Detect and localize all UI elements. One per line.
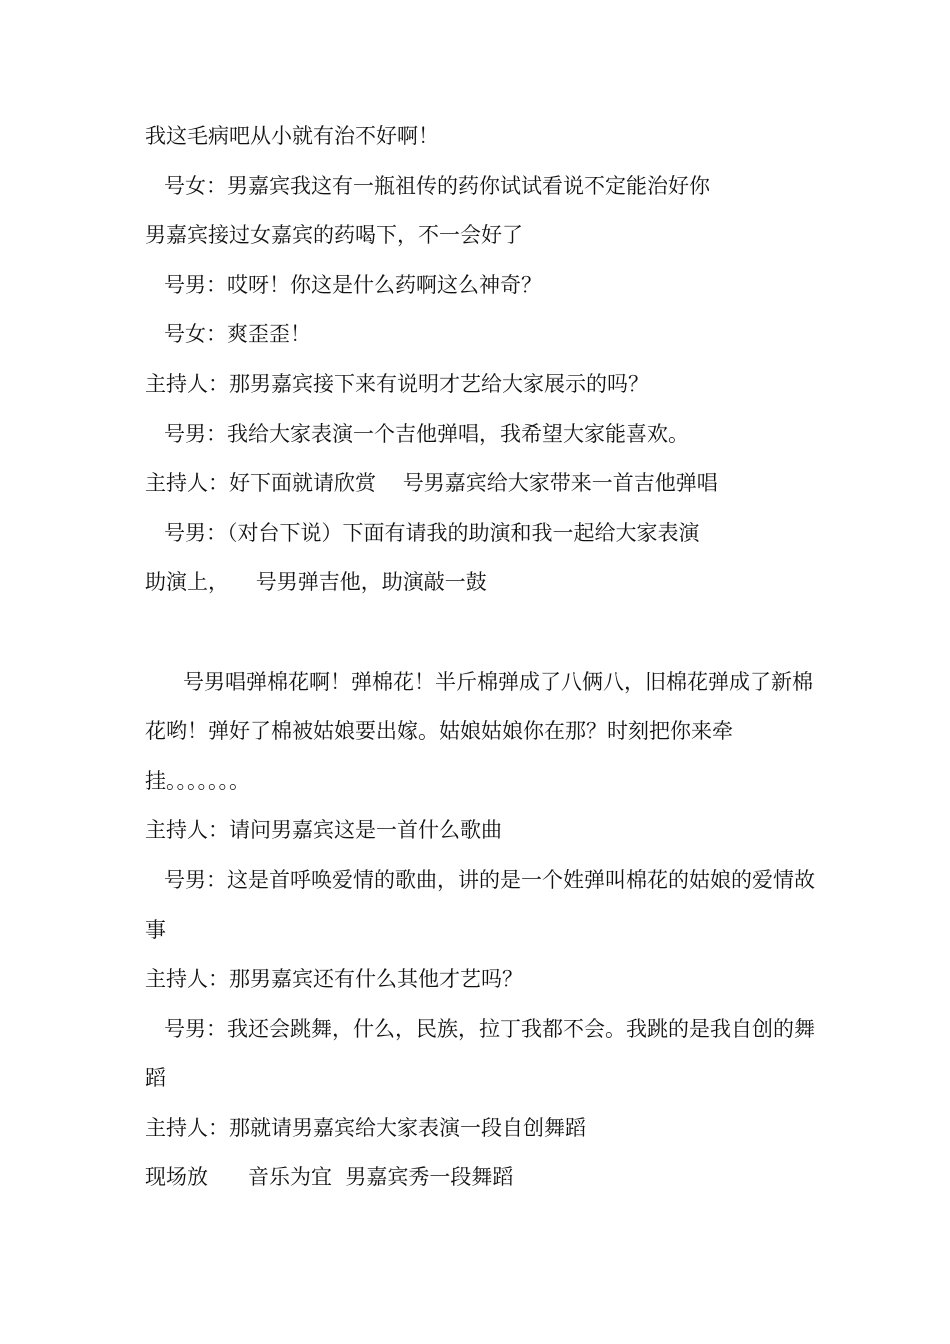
text-line-9: 号男：（对台下说）下面有请我的助演和我一起给大家表演 <box>164 520 700 545</box>
song-lyrics-paragraph <box>145 658 815 807</box>
text-line-14: 主持人：那男嘉宾还有什么其他才艺吗？ <box>145 967 523 992</box>
text-line-3: 男嘉宾接过女嘉宾的药喝下，不一会好了 <box>145 223 523 248</box>
text-line-7: 号男：我给大家表演一个吉他弹唱，我希望大家能喜欢。 <box>164 421 689 446</box>
text-line-16: 主持人：那就请男嘉宾给大家表演一段自创舞蹈 <box>145 1115 586 1140</box>
text-line-1: 我这毛病吧从小就有治不好啊！ <box>145 124 439 148</box>
text-line-12: 主持人：请问男嘉宾这是一首什么歌曲 <box>145 818 502 843</box>
text-line-10: 助演上， 号男弹吉他，助演敲一鼓 <box>145 570 487 595</box>
blank-line <box>145 608 815 658</box>
text-line-5: 号女：爽歪歪！ <box>164 322 311 347</box>
text-paragraph-15 <box>145 1005 815 1104</box>
text-line-4: 号男：哎呀！你这是什么药啊这么神奇？ <box>164 272 542 297</box>
text-line-13: 号男：这是首呼唤爱情的歌曲，讲的是一个姓弹叫棉花的姑娘的爱情故事 <box>145 867 815 942</box>
song-lyrics-text: 号男唱弹棉花啊！弹棉花！半斤棉弹成了八俩八，旧棉花弹成了新棉花哟！弹好了棉被姑娘要出嫁。姑娘姑娘你在那？时刻把你来牵挂。。。。。。。 <box>145 669 813 793</box>
text-line-8: 主持人：好下面就请欣赏 号男嘉宾给大家带来一首吉他弹唱 <box>145 471 718 496</box>
text-paragraph-13 <box>145 856 815 955</box>
document-body <box>145 112 815 1203</box>
text-line-15: 号男：我还会跳舞，什么，民族，拉丁我都不会。我跳的是我自创的舞蹈 <box>145 1016 815 1091</box>
text-line-17: 现场放 音乐为宜 男嘉宾秀一段舞蹈 <box>145 1165 514 1190</box>
text-line-6: 主持人：那男嘉宾接下来有说明才艺给大家展示的吗？ <box>145 371 649 396</box>
text-line-2: 号女：男嘉宾我这有一瓶祖传的药你试试看说不定能治好你 <box>164 173 710 198</box>
